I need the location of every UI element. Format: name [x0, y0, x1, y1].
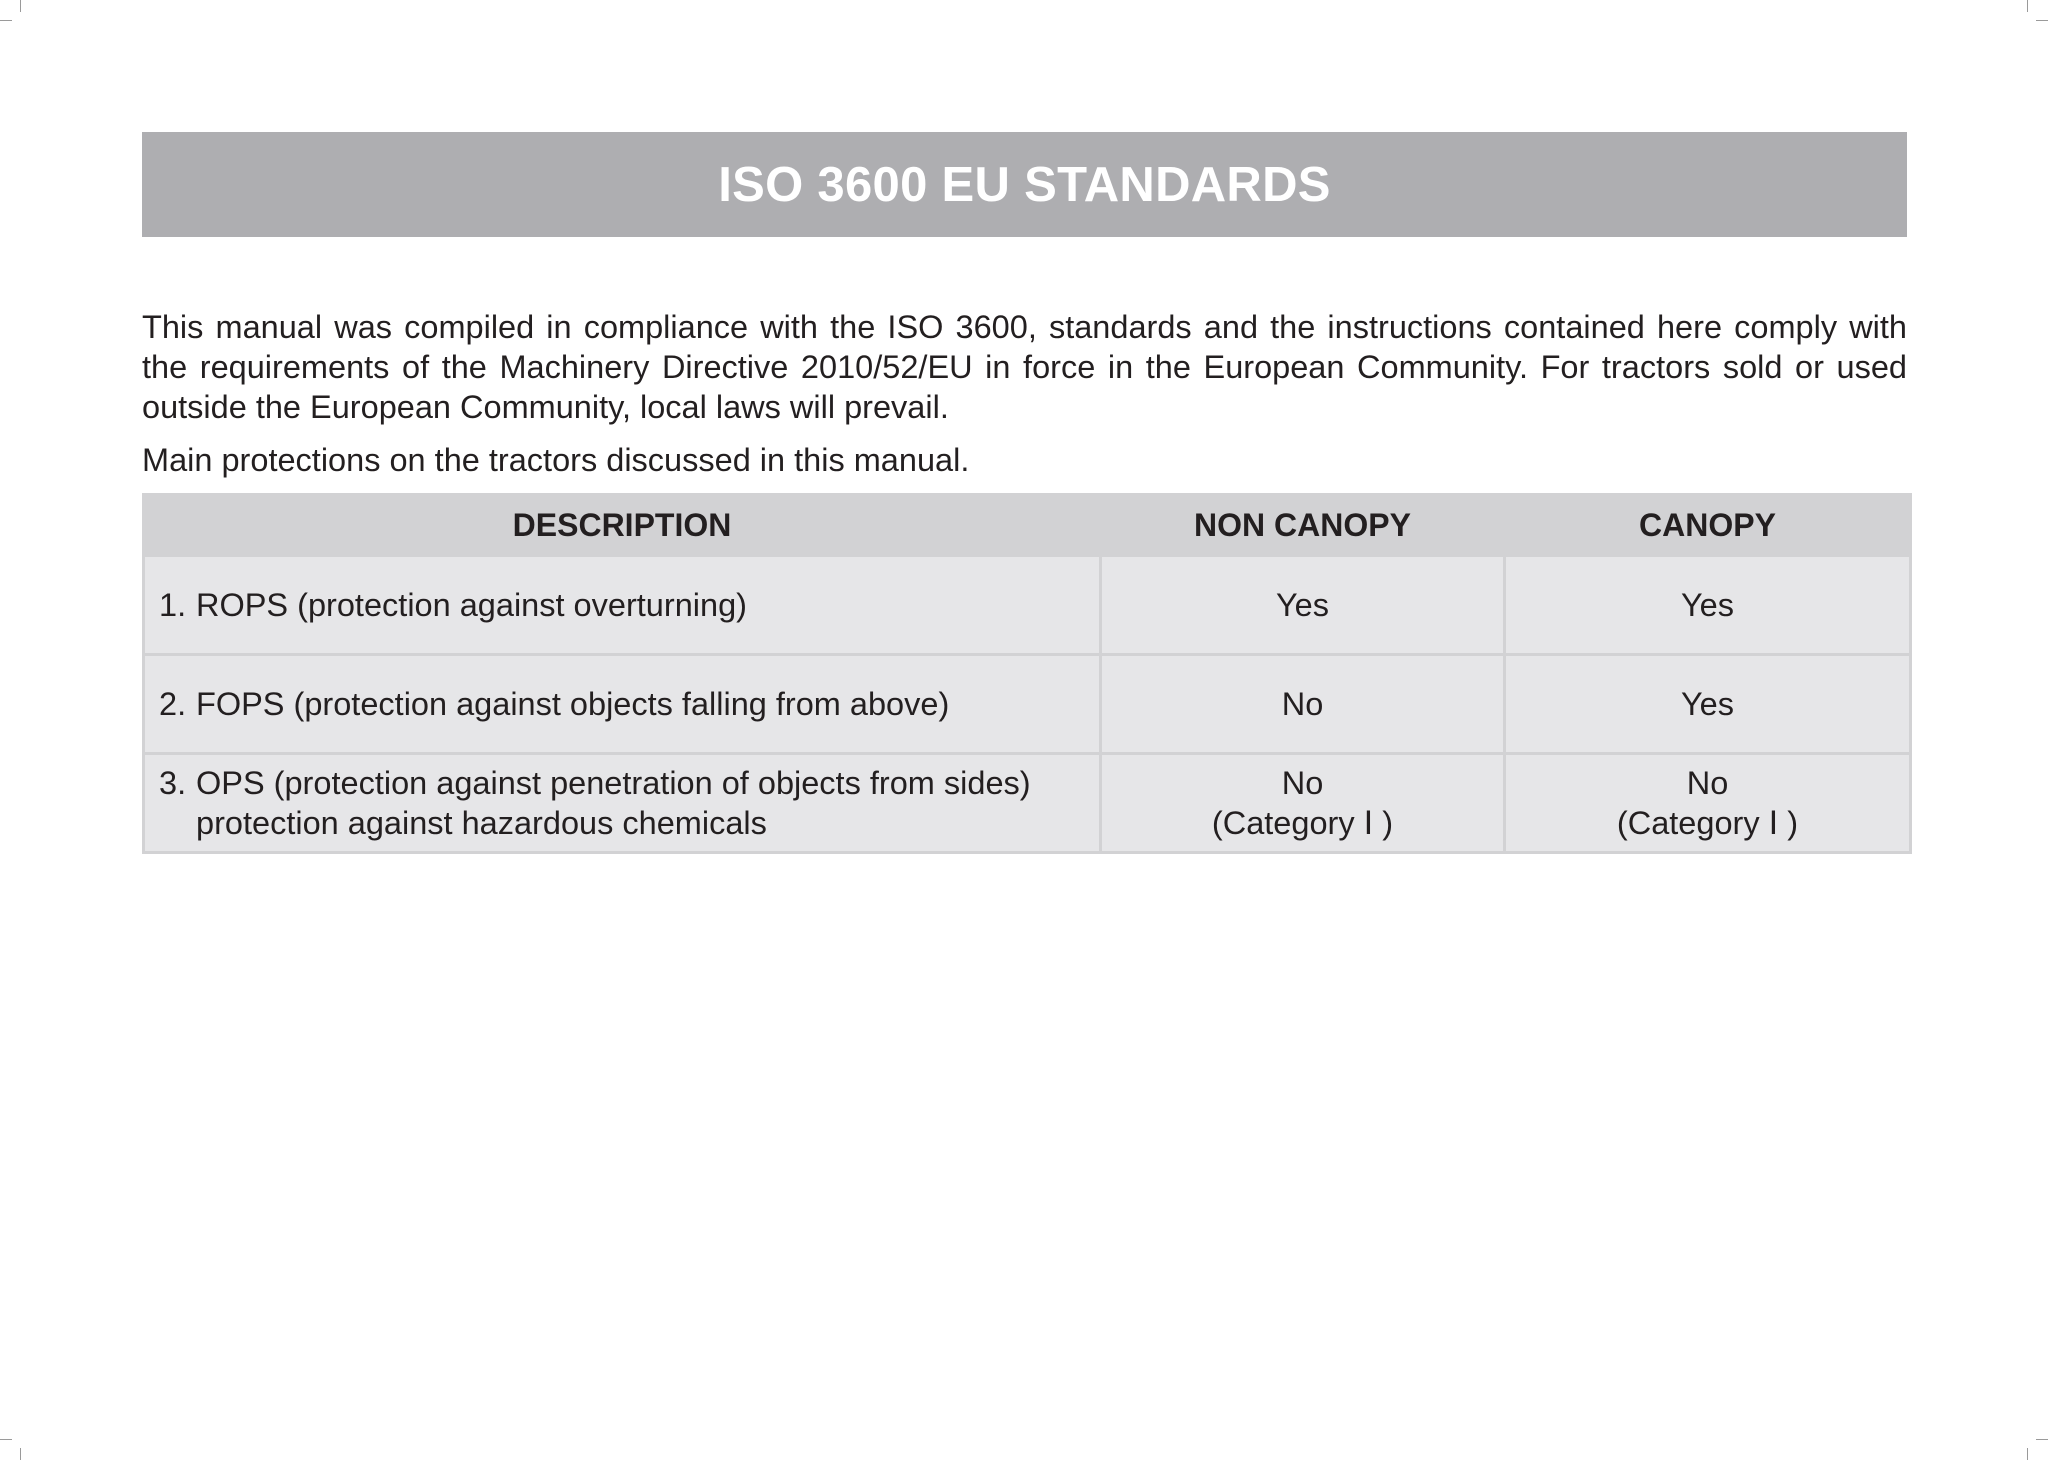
crop-mark: [2036, 20, 2048, 21]
column-header-canopy: CANOPY: [1505, 495, 1911, 556]
non-canopy-value: Yes: [1275, 587, 1330, 623]
table-row: [144, 754, 1911, 853]
description-cell: [144, 754, 1101, 853]
crop-mark: [2027, 1448, 2028, 1460]
item-description: ROPS (protection against overturning): [196, 587, 747, 623]
title-banner: [142, 132, 1907, 237]
item-number: 1.: [159, 587, 187, 623]
non-canopy-cell: [1101, 754, 1505, 853]
crop-mark: [0, 1439, 12, 1440]
canopy-cell: [1505, 556, 1911, 655]
item-description-block: [196, 763, 1031, 843]
non-canopy-cell: [1101, 556, 1505, 655]
protections-table: [142, 493, 1912, 854]
canopy-cell: [1505, 754, 1911, 853]
crop-mark: [0, 20, 12, 21]
intro-paragraph: This manual was compiled in compliance with the ISO 3600, standards and the instructions contained here comply with the requirements of the Machinery Directive 2010/52/EU in force in the European Community. For tractors sold or used outside the European Community, local laws will prevail.: [142, 309, 1907, 425]
item-description: OPS (protection against penetration of objects from sides): [196, 765, 1031, 801]
crop-mark: [2027, 0, 2028, 12]
item-number: 2.: [159, 686, 187, 722]
non-canopy-value: No: [1281, 765, 1324, 801]
description-cell: [144, 655, 1101, 754]
item-number: 3.: [159, 765, 187, 801]
description-cell: [144, 556, 1101, 655]
crop-mark: [2036, 1439, 2048, 1440]
canopy-category: (Category Ⅰ ): [1616, 805, 1799, 841]
crop-mark: [20, 0, 21, 12]
canopy-value: No: [1686, 765, 1729, 801]
item-description-continued: protection against hazardous chemicals: [196, 805, 767, 841]
non-canopy-value: No: [1281, 686, 1324, 722]
crop-mark: [20, 1448, 21, 1460]
canopy-value: Yes: [1680, 686, 1735, 722]
column-header-non-canopy: NON CANOPY: [1101, 495, 1505, 556]
column-header-description: DESCRIPTION: [144, 495, 1101, 556]
table-caption: Main protections on the tractors discussed in this manual.: [142, 442, 970, 478]
table-row: [144, 556, 1911, 655]
page-title: ISO 3600 EU STANDARDS: [718, 157, 1331, 212]
canopy-value: Yes: [1680, 587, 1735, 623]
non-canopy-category: (Category Ⅰ ): [1211, 805, 1394, 841]
non-canopy-cell: [1101, 655, 1505, 754]
canopy-cell: [1505, 655, 1911, 754]
table-row: [144, 655, 1911, 754]
item-description: FOPS (protection against objects falling from above): [196, 686, 950, 722]
table-header-row: [144, 495, 1911, 556]
